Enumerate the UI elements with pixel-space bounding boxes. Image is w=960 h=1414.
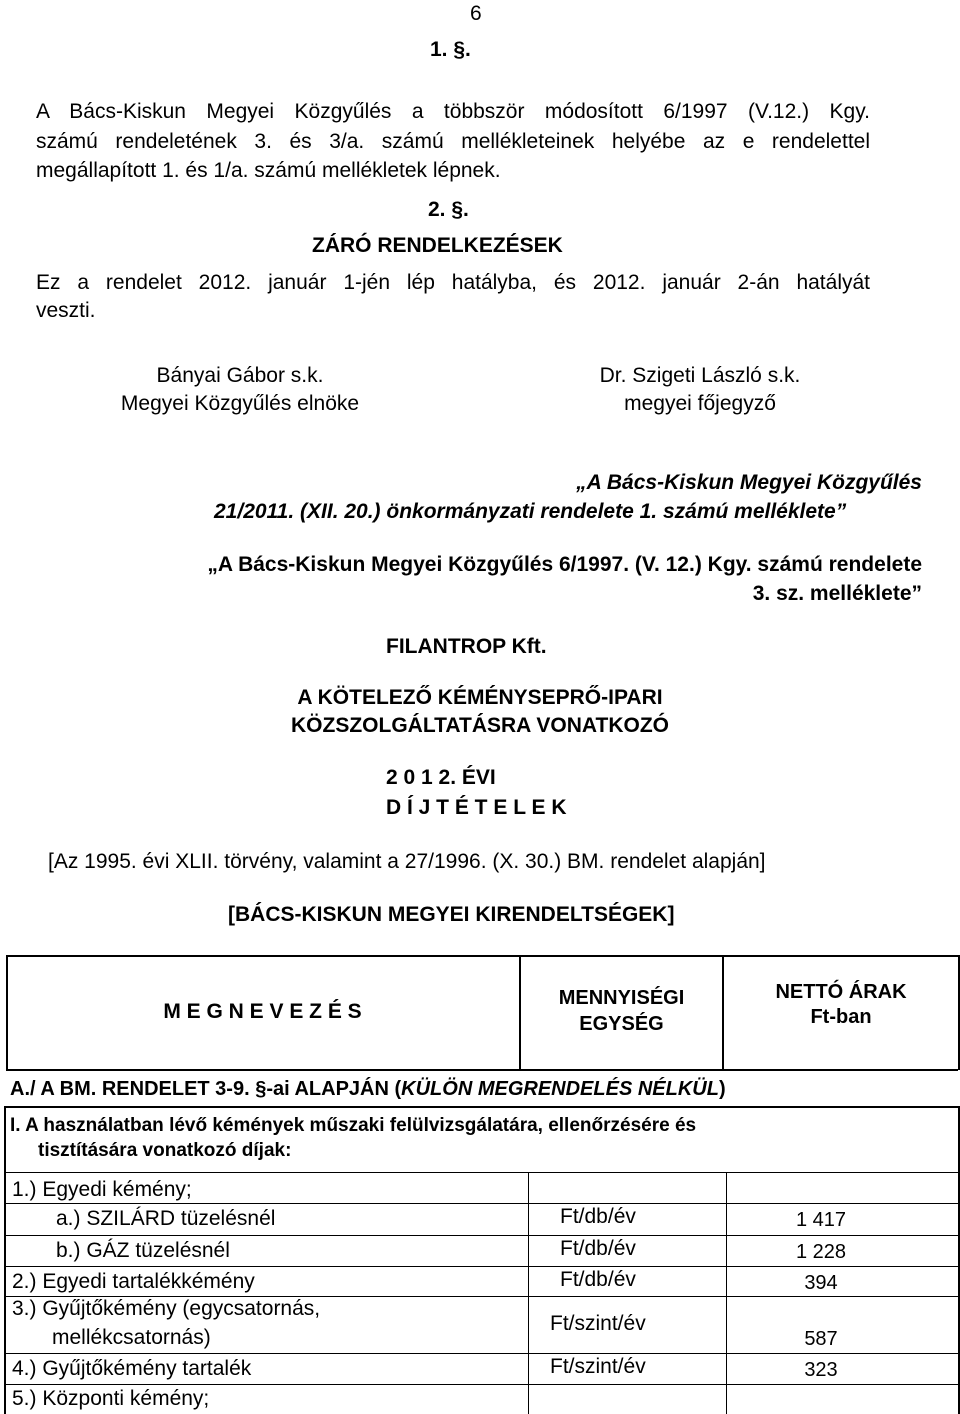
section-1-text-line-1: A Bács-Kiskun Megyei Közgyűlés a többször módosított 6/1997 (V.12.) Kgy. xyxy=(36,100,870,123)
table-col-divider-1-body xyxy=(528,1172,529,1414)
document-title-line-1: A KÖTELEZŐ KÉMÉNYSEPRŐ-IPARI xyxy=(297,686,663,709)
company-name: FILANTROP Kft. xyxy=(386,635,547,658)
row-unit: Ft/szint/év xyxy=(550,1355,646,1378)
signature-left-title: Megyei Közgyűlés elnöke xyxy=(120,392,360,415)
section-2-title: ZÁRÓ RENDELKEZÉSEK xyxy=(312,234,563,257)
header-name: M E G N E V E Z É S xyxy=(163,1000,362,1023)
signature-right-name: Dr. Szigeti László s.k. xyxy=(599,364,801,387)
fees-heading: D Í J T É T E L E K xyxy=(386,796,567,819)
row-label: b.) GÁZ tüzelésnél xyxy=(56,1239,230,1262)
section-2-heading: 2. §. xyxy=(428,198,469,221)
row-unit: Ft/szint/év xyxy=(550,1312,646,1335)
row-unit: Ft/db/év xyxy=(560,1268,636,1291)
table-col-divider-1-header xyxy=(519,955,521,1069)
row-divider xyxy=(4,1203,958,1204)
section-i-line-2: tisztítására vonatkozó díjak: xyxy=(38,1140,292,1161)
row-label: 3.) Gyűjtőkémény (egycsatornás, xyxy=(12,1297,321,1320)
header-unit-line-2: EGYSÉG xyxy=(579,1013,664,1035)
section-a-prefix: A./ A BM. RENDELET 3-9. §-ai ALAPJÁN ( xyxy=(10,1078,402,1100)
row-price: 1 417 xyxy=(795,1209,847,1231)
row-price: 1 228 xyxy=(795,1241,847,1263)
signature-left-name: Bányai Gábor s.k. xyxy=(156,364,324,387)
row-divider xyxy=(4,1384,958,1385)
signature-right-title: megyei főjegyző xyxy=(624,392,776,415)
row-label: 1.) Egyedi kémény; xyxy=(12,1178,192,1201)
section-a-bottom-line xyxy=(4,1106,958,1108)
page-number: 6 xyxy=(470,2,482,25)
row-label-continued: mellékcsatornás) xyxy=(52,1326,211,1349)
table-header-bottom xyxy=(6,1069,958,1071)
row-price: 323 xyxy=(804,1359,838,1381)
header-price-line-1: NETTÓ ÁRAK xyxy=(775,981,907,1003)
year-line: 2 0 1 2. ÉVI xyxy=(386,766,496,789)
annex-reference-2-line-1: „A Bács-Kiskun Megyei Közgyűlés 6/1997. (V. 12.) Kgy. számú rendelete xyxy=(207,553,922,576)
row-divider xyxy=(4,1266,958,1267)
table-border-left-body xyxy=(4,1106,6,1414)
header-unit-line-1: MENNYISÉGI xyxy=(558,987,685,1009)
row-label: 4.) Gyűjtőkémény tartalék xyxy=(12,1357,252,1380)
section-i-line-1: I. A használatban lévő kémények műszaki felülvizsgálatára, ellenőrzésére és xyxy=(10,1115,697,1136)
annex-reference-1-line-1: „A Bács-Kiskun Megyei Közgyűlés xyxy=(576,471,922,494)
row-label: a.) SZILÁRD tüzelésnél xyxy=(56,1207,276,1230)
region-heading: [BÁCS-KISKUN MEGYEI KIRENDELTSÉGEK] xyxy=(228,903,675,926)
row-divider xyxy=(4,1235,958,1236)
section-i-bottom-line xyxy=(4,1172,958,1173)
section-1-heading: 1. §. xyxy=(430,38,471,61)
row-label: 2.) Egyedi tartalékkémény xyxy=(12,1270,255,1293)
row-price: 394 xyxy=(804,1272,838,1294)
annex-reference-1-line-2: 21/2011. (XII. 20.) önkormányzati rendelete 1. számú melléklete” xyxy=(214,500,847,523)
section-2-text-line-1: Ez a rendelet 2012. január 1-jén lép hatályba, és 2012. január 2-án hatályát xyxy=(36,271,870,294)
document-title-line-2: KÖZSZOLGÁLTATÁSRA VONATKOZÓ xyxy=(291,714,669,737)
section-1-text-line-3: megállapított 1. és 1/a. számú mellékletek lépnek. xyxy=(36,159,501,182)
section-a-italic: KÜLÖN MEGRENDELÉS NÉLKÜL xyxy=(401,1078,719,1100)
row-divider xyxy=(4,1353,958,1354)
legal-basis: [Az 1995. évi XLII. törvény, valamint a 27/1996. (X. 30.) BM. rendelet alapján] xyxy=(48,850,766,873)
row-unit: Ft/db/év xyxy=(560,1205,636,1228)
row-price: 587 xyxy=(804,1328,838,1350)
section-a-suffix: ) xyxy=(718,1078,726,1100)
row-unit: Ft/db/év xyxy=(560,1237,636,1260)
header-price-line-2: Ft-ban xyxy=(810,1006,872,1028)
row-label: 5.) Központi kémény; xyxy=(12,1387,210,1410)
section-2-text-line-2: veszti. xyxy=(36,299,96,322)
annex-reference-2-line-2: 3. sz. melléklete” xyxy=(752,582,922,605)
section-1-text-line-2: számú rendeletének 3. és 3/a. számú mellékleteinek helyébe az e rendelettel xyxy=(36,130,870,153)
section-a-label xyxy=(10,1078,726,1101)
table-border-top xyxy=(6,955,958,957)
